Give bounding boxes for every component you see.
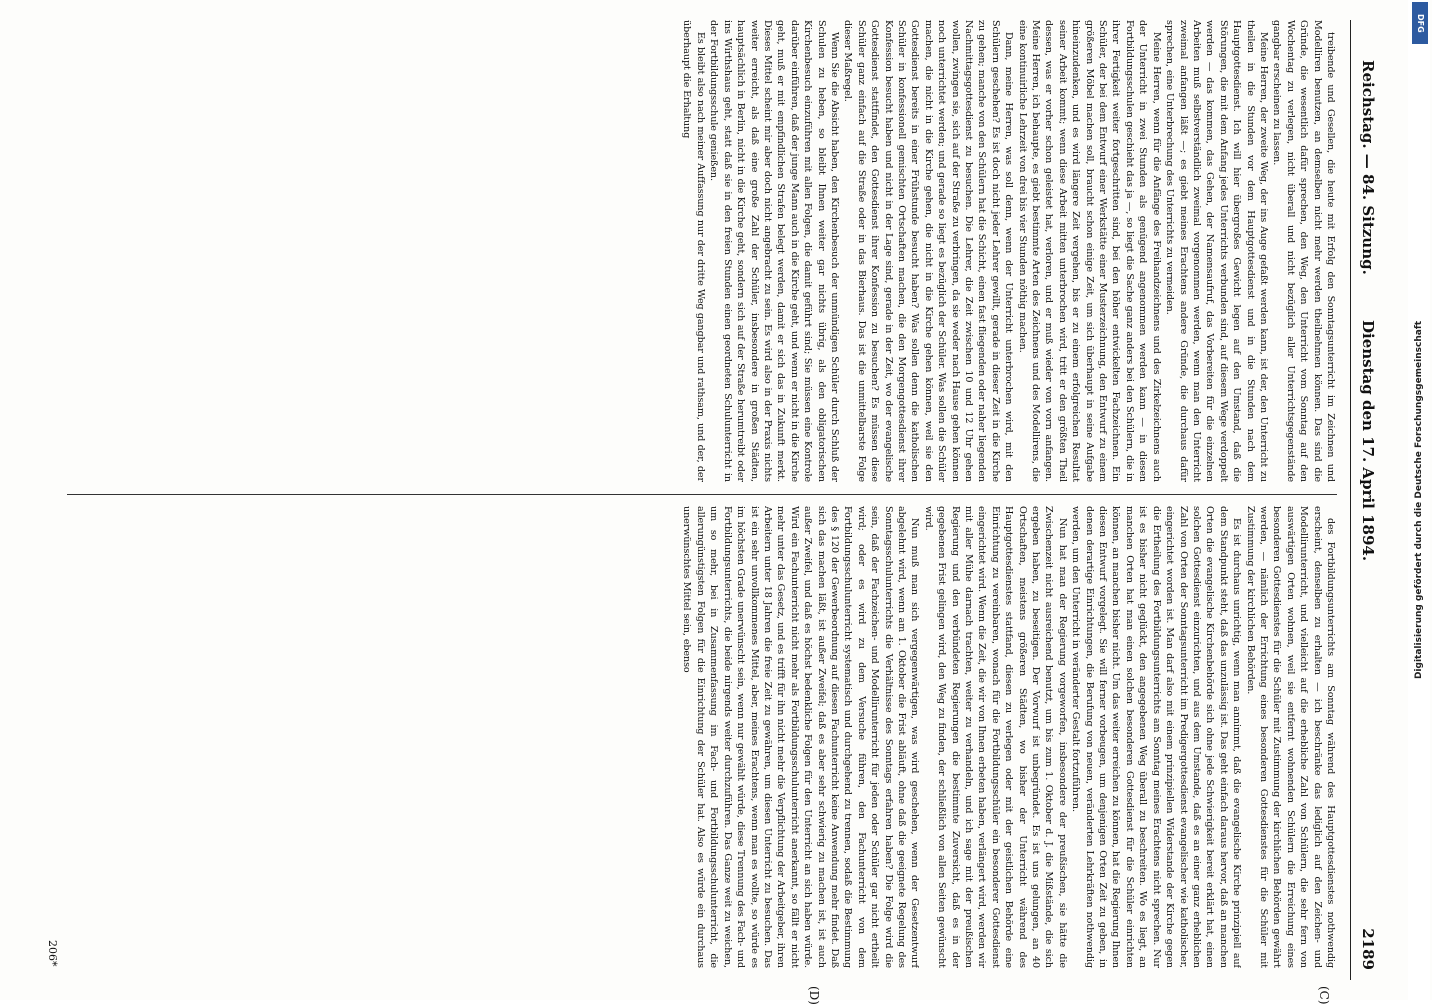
header-date: Dienstag den 17. April 1894. (1359, 320, 1377, 561)
paragraph: Meine Herren, der zweite Weg, der ins Auge gefaßt werden kann, ist der, den Unterricht zu theilen in die Stunden vor dem Hauptgottesdienst und in die Stunden nach dem Hauptgottesdienst. Ich will hier übergroßes Gewicht legen auf den Umstand, daß die Störungen, die mit dem Anfang jedes Unterrichts verbunden sind, auf diesem Wege verdoppelt werden — das kommen, das Gehen, der Namensaufruf, das Vorbereiten für die einzelnen Arbeiten muß selbstverständlich zweimal vorgenommen werden, wenn man den Unterricht zweimal anfangen läßt —; es giebt meines Erachtens andere Gründe, die durchaus dafür sprechen, eine Unterbrechung des Unterrichts zu vermeiden. (1163, 20, 1270, 482)
text-column-right (67, 506, 1337, 968)
margin-mark-d: (D) (807, 986, 821, 1005)
signature-mark: 206* (46, 940, 59, 967)
header-left: Reichstag. — 84. Sitzung. (1359, 60, 1377, 275)
paragraph: des Fortbildungsunterrichts am Sonntag während des Hauptgottesdienstes nothwendig erscheint, denselben zu erhalten — ich beschränke das lediglich auf den Zeichen- und Modellirunterricht, und vielleicht auf die erhebliche Zahl von Schülern, die sehr fern von auswärtigen Orten wohnen, weil sie entfernt wohnenden Schülern die Erreichung eines besonderen Gottesdienstes für die Schüler mit Zustimmung der kirchlichen Behörden gewährt werden, — nämlich der Errichtung eines besonderen Gottesdienstes für die Schüler mit Zustimmung der kirchlichen Behörden. (1243, 506, 1337, 968)
paragraph: Es ist durchaus unrichtig, wenn man annimmt, daß die evangelische Kirche prinzipiell auf dem Standpunkt steht, daß das unzulässig ist. Das geht einfach daraus hervor, daß an manchen Orten die evangelische Kirchenbehörde sich ohne jede Schwierigkeit bereit erklärt hat, einen solchen Gottesdienst einzurichten, und aus dem Umstande, daß es an einer ganz erheblichen Zahl von Orten der Sonntagsunterricht im Predigergottesdienst evangelischer wie katholischer, eingerichtet worden ist. Man darf also mit einem prinzipiellen Widerstande der Kirche gegen die Ertheilung des Fortbildungsunterrichts am Sonntag meines Erachtens nicht sprechen. Nur ist es bisher nicht geglückt, den angegebenen Weg überall zu beschreiten. Wo es liegt, an manchen Orten hat man einen solchen besonderen Gottesdienst für die Schüler einrichten können, an manchen bisher nicht. Um das weiter erreichen zu können, hat die Regierung Ihnen diesen Entwurf vorgelegt. Sie will ferner vorbeugen, um denjenigen Orten Zeit zu geben, in denen derartige Einrichtungen, die Berufung von neuen, veränderten Lehrkräften nothwendig werden, um den Unterricht in veränderter Gestalt fortzuführen. (1069, 506, 1243, 968)
paragraph: Dann, meine Herren, was soll denn, wenn der Unterricht unterbrochen wird, mit den Schülern geschehen? Es ist doch nicht jeder Lehrer gewillt, gerade in dieser Zeit in die Kirche zu gehen; manche von den Schülern hat die Schicht, einen fast fliegenden oder naher liegenden Nachmittagsgottesdienst zu besuchen. Die Lehrer, die Zeit zwischen 10 und 12 Uhr gehen wollen, zwingen sie, sich auf der Straße zu verbringen, da sie weder nach Hause gehen können noch unterrichtet werden; und gerade so liegt es bezüglich der Schüler. Was sollen die Schüler machen, die nicht in die Kirche gehen, die nicht in die Kirche gehen können, weil sie den Gottesdienst bereits in einer Frühstunde besucht haben? Was sollen denn die katholischen Schüler in konfessionell gemischten Ortschaften machen, die den Morgengottesdienst ihrer Konfession besucht haben und nicht in der Lage sind, gerade in der Zeit, wo der evangelische Gottesdienst stattfindet, den Gottesdienst ihrer Konfession zu besuchen? Es müssen diese Schüler ganz einfach auf die Straße oder in das Bierhaus. Das ist die unmittelbarste Folge dieser Maßregel. (841, 20, 1015, 482)
paragraph: Meine Herren, wenn für die Anfänge des Freihandzeichnens und des Zirkelzeichnens auch der Unterricht in zwei Stunden als genügend angenommen werden kann — in diesen Fortbildungsschulen geschieht das ja —, so liegt die Sache ganz anders bei den Schülern, die in ihrer Fertigkeit weiter fortgeschritten sind, bei den höher entwickelten Fachzeichnen. Ein Schüler, der bei dem Entwurf einer Werkstätte einer Musterzeichnung, den Entwurf zu einem größeren Möbel machen soll, braucht schon einige Zeit, um sich überhaupt in seine Aufgabe hineinzudenken, und es wird längere Zeit vergehen, bis er zu einem erfolgreichen Resultat seiner Arbeit kommt; wenn diese Arbeit mitten unterbrochen wird, tritt er den größten Theil dessen, was er vorher schon geleistet hat, verloren, und er muß wieder von vorn anfangen. Meine Herren, ich behaupte, es giebt bestimmte Arten des Zeichnens und des Modellirens, die eine kontinuirliche Lehrzeit von drei bis vier Stunden nöthig machen. (1015, 20, 1162, 482)
paragraph: Nun hat man der Regierung vorgeworfen, insbesondere der preußischen, sie hätte die Zwischenzeit nicht ausreichend benutzt, um bis zum 1. Oktober d. J. die Mißstände, die sich ergeben haben, zu beseitigen. Der Vorwurf ist unbegründet. Es ist uns gelungen, an 40 Ortschaften, meistens größeren Städten, wo bisher der Unterricht während des Hauptgottesdienstes stattfand, diesen zu verlegen oder mit der geistlichen Behörde eine Einrichtung zu vereinbaren, wonach für die Fortbildungsschüler ein besonderer Gottesdienst eingerichtet wird. Wenn die Zeit, die wir von Ihnen erbeten haben, verlängert wird, werden wir mit aller Mühe darnach trachten, weiter zu verhandeln, und ich sage mit der preußischen Regierung und den verbündeten Regierungen die bestimmte Zuversicht, daß es in der gegebenen Frist gelingen wird, den Weg zu finden, der schließlich von allen Seiten gewünscht wird. (921, 506, 1068, 968)
paragraph: Es bleibt also nach meiner Auffassung nur der dritte Weg gangbar und rathsam, und der, der überhaupt die Erhaltung (680, 20, 707, 482)
paragraph: Nun muß man sich vergegenwärtigen, was wird geschehen, wenn der Gesetzentwurf abgelehnt wird, wenn am 1. Oktober die Frist abläuft, ohne daß die geeignete Regelung des Sonntagsschulunterrichts die Verhältnisse des Sonntags erfahren haben? Die Folge wird die sein, daß der Fachzeichen- und Modellirunterricht für jeden oder Schüler gar nicht ertheilt wird; oder es wird zu dem Versuche führen, den Fachunterricht von dem Fortbildungsschulunterricht systematisch und durchgehend zu trennen, sodaß die Bestimmung des § 120 der Gewerbeordnung auf diesen Fachunterricht keine Anwendung mehr findet. Daß sich das machen läßt, ist außer Zweifel; daß es aber sehr schwierig zu machen ist, ist auch außer Zweifel, und daß es höchst bedenkliche Folgen für den Unterricht an sich haben würde. Wird ein Fachunterricht nicht mehr als Fortbildungsschulunterricht anerkannt, so fällt er nicht mehr unter das Gesetz, und es trifft für ihn nicht mehr die Verpflichtung der Arbeitgeber, ihren Arbeitern unter 18 Jahren die freie Zeit zu gewähren, um diesen Unterricht zu besuchen. Das ist ein sehr unvollkommenes Mittel, aber, meines Erachtens, wenn man es wollte, so würde es im höchsten Grade unerwünscht sein, wenn nur gewählt würde, diese Trennung des Fach- und Fortbildungsunterrichts, die beide nirgends weiter durchzuführen. Das Ganze weit zu weichen, um so mehr, bei in Zusammenfassung im Fach- und Fortbildungsschulunterricht, die allerungünstigsten Folgen für die Einrichtung der Schüler hat. Also es würde ein durchaus unerwünschtes Mittel sein, ebenso (680, 506, 921, 968)
column-divider (67, 494, 1337, 495)
rotated-page-content (51, 20, 1381, 980)
paragraph: Wenn Sie die Absicht haben, den Kirchenbesuch der unmündigen Schüler durch Schluß der Schulen zu heben, so bleibt Ihnen weiter gar nichts übrig, als den obligatorischen Kirchenbesuch einzuführen mit allen Folgen, die damit geführt sind; Sie müssen eine Kontrole darüber einführen, daß der junge Mann auch in die Kirche geht, und wenn er nicht in die Kirche geht, muß er mit empfindlichen Strafen belegt werden, damit er sich das in Zukunft merkt. Dieses Mittel scheint mir aber doch nicht angebracht zu sein. Es wird also in der Praxis nichts weiter erreicht, als daß eine große Zahl der Schüler, insbesondere in großen Städten, hauptsächlich in Berlin, nicht in die Kirche geht, sondern sich auf der Straße herumtreibt oder ins Wirthshaus geht, statt daß sie in den freien Stunden einen geordneten Schulunterricht in der Fortbildungsschule genießen. (707, 20, 841, 482)
dfg-logo: DFG (1412, 2, 1428, 44)
dfg-funding-note: Digitalisierung gefördert durch die Deutsche Forschungsgemeinschaft (1414, 321, 1424, 679)
page-number: 2189 (1359, 928, 1377, 970)
page-header (1351, 20, 1381, 980)
header-rule (1350, 20, 1351, 980)
margin-mark-c: (C) (1317, 986, 1331, 1005)
text-column-left (67, 20, 1337, 482)
paragraph: treibende und Gesellen, die heute mit Erfolg den Sonntagsunterricht im Zeichnen und Modelliren benutzen, an demselben nicht mehr werden theilnehmen können. Das sind die Gründe, die wesentlich dafür sprechen, den Weg, den Unterricht vom Sonntag auf den Wochentag zu verlegen, nicht überall und nicht bezüglich aller Unterrichtsgegenstände gangbar erscheinen zu lassen. (1270, 20, 1337, 482)
